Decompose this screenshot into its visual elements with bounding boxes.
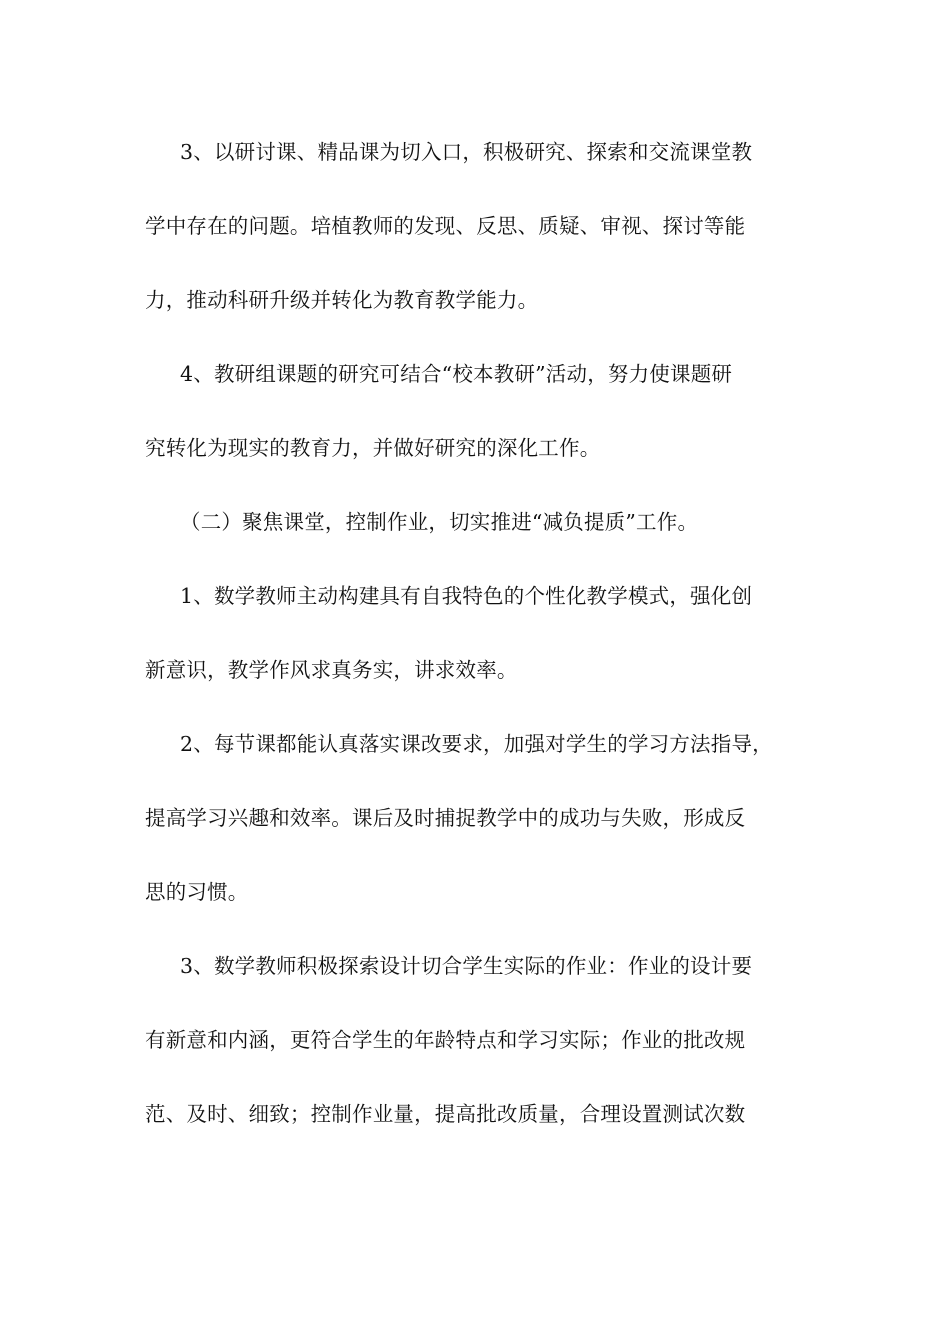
paragraph-line: 力，推动科研升级并转化为教育教学能力。 [145, 288, 539, 312]
paragraph-line: 学中存在的问题。培植教师的发现、反思、质疑、审视、探讨等能 [145, 214, 746, 238]
paragraph-line: 4、教研组课题的研究可结合“校本教研”活动，努力使课题研 [180, 362, 733, 386]
paragraph-line: 有新意和内涵，更符合学生的年龄特点和学习实际；作业的批改规 [145, 1028, 746, 1052]
paragraph-line: 思的习惯。 [145, 880, 249, 904]
paragraph-line: 2、每节课都能认真落实课改要求，加强对学生的学习方法指导， [180, 732, 773, 756]
paragraph-line: 3、以研讨课、精品课为切入口，积极研究、探索和交流课堂教 [180, 140, 753, 164]
paragraph-line: 提高学习兴趣和效率。课后及时捕捉教学中的成功与失败，形成反 [145, 806, 746, 830]
paragraph-line: 究转化为现实的教育力，并做好研究的深化工作。 [145, 436, 601, 460]
paragraph-line: 范、及时、细致；控制作业量，提高批改质量，合理设置测试次数 [145, 1102, 746, 1126]
paragraph-line: 3、数学教师积极探索设计切合学生实际的作业：作业的设计要 [180, 954, 753, 978]
paragraph-line: 1、数学教师主动构建具有自我特色的个性化教学模式，强化创 [180, 584, 753, 608]
paragraph-line: 新意识，教学作风求真务实，讲求效率。 [145, 658, 518, 682]
section-heading: （二）聚焦课堂，控制作业，切实推进“减负提质”工作。 [180, 510, 699, 534]
